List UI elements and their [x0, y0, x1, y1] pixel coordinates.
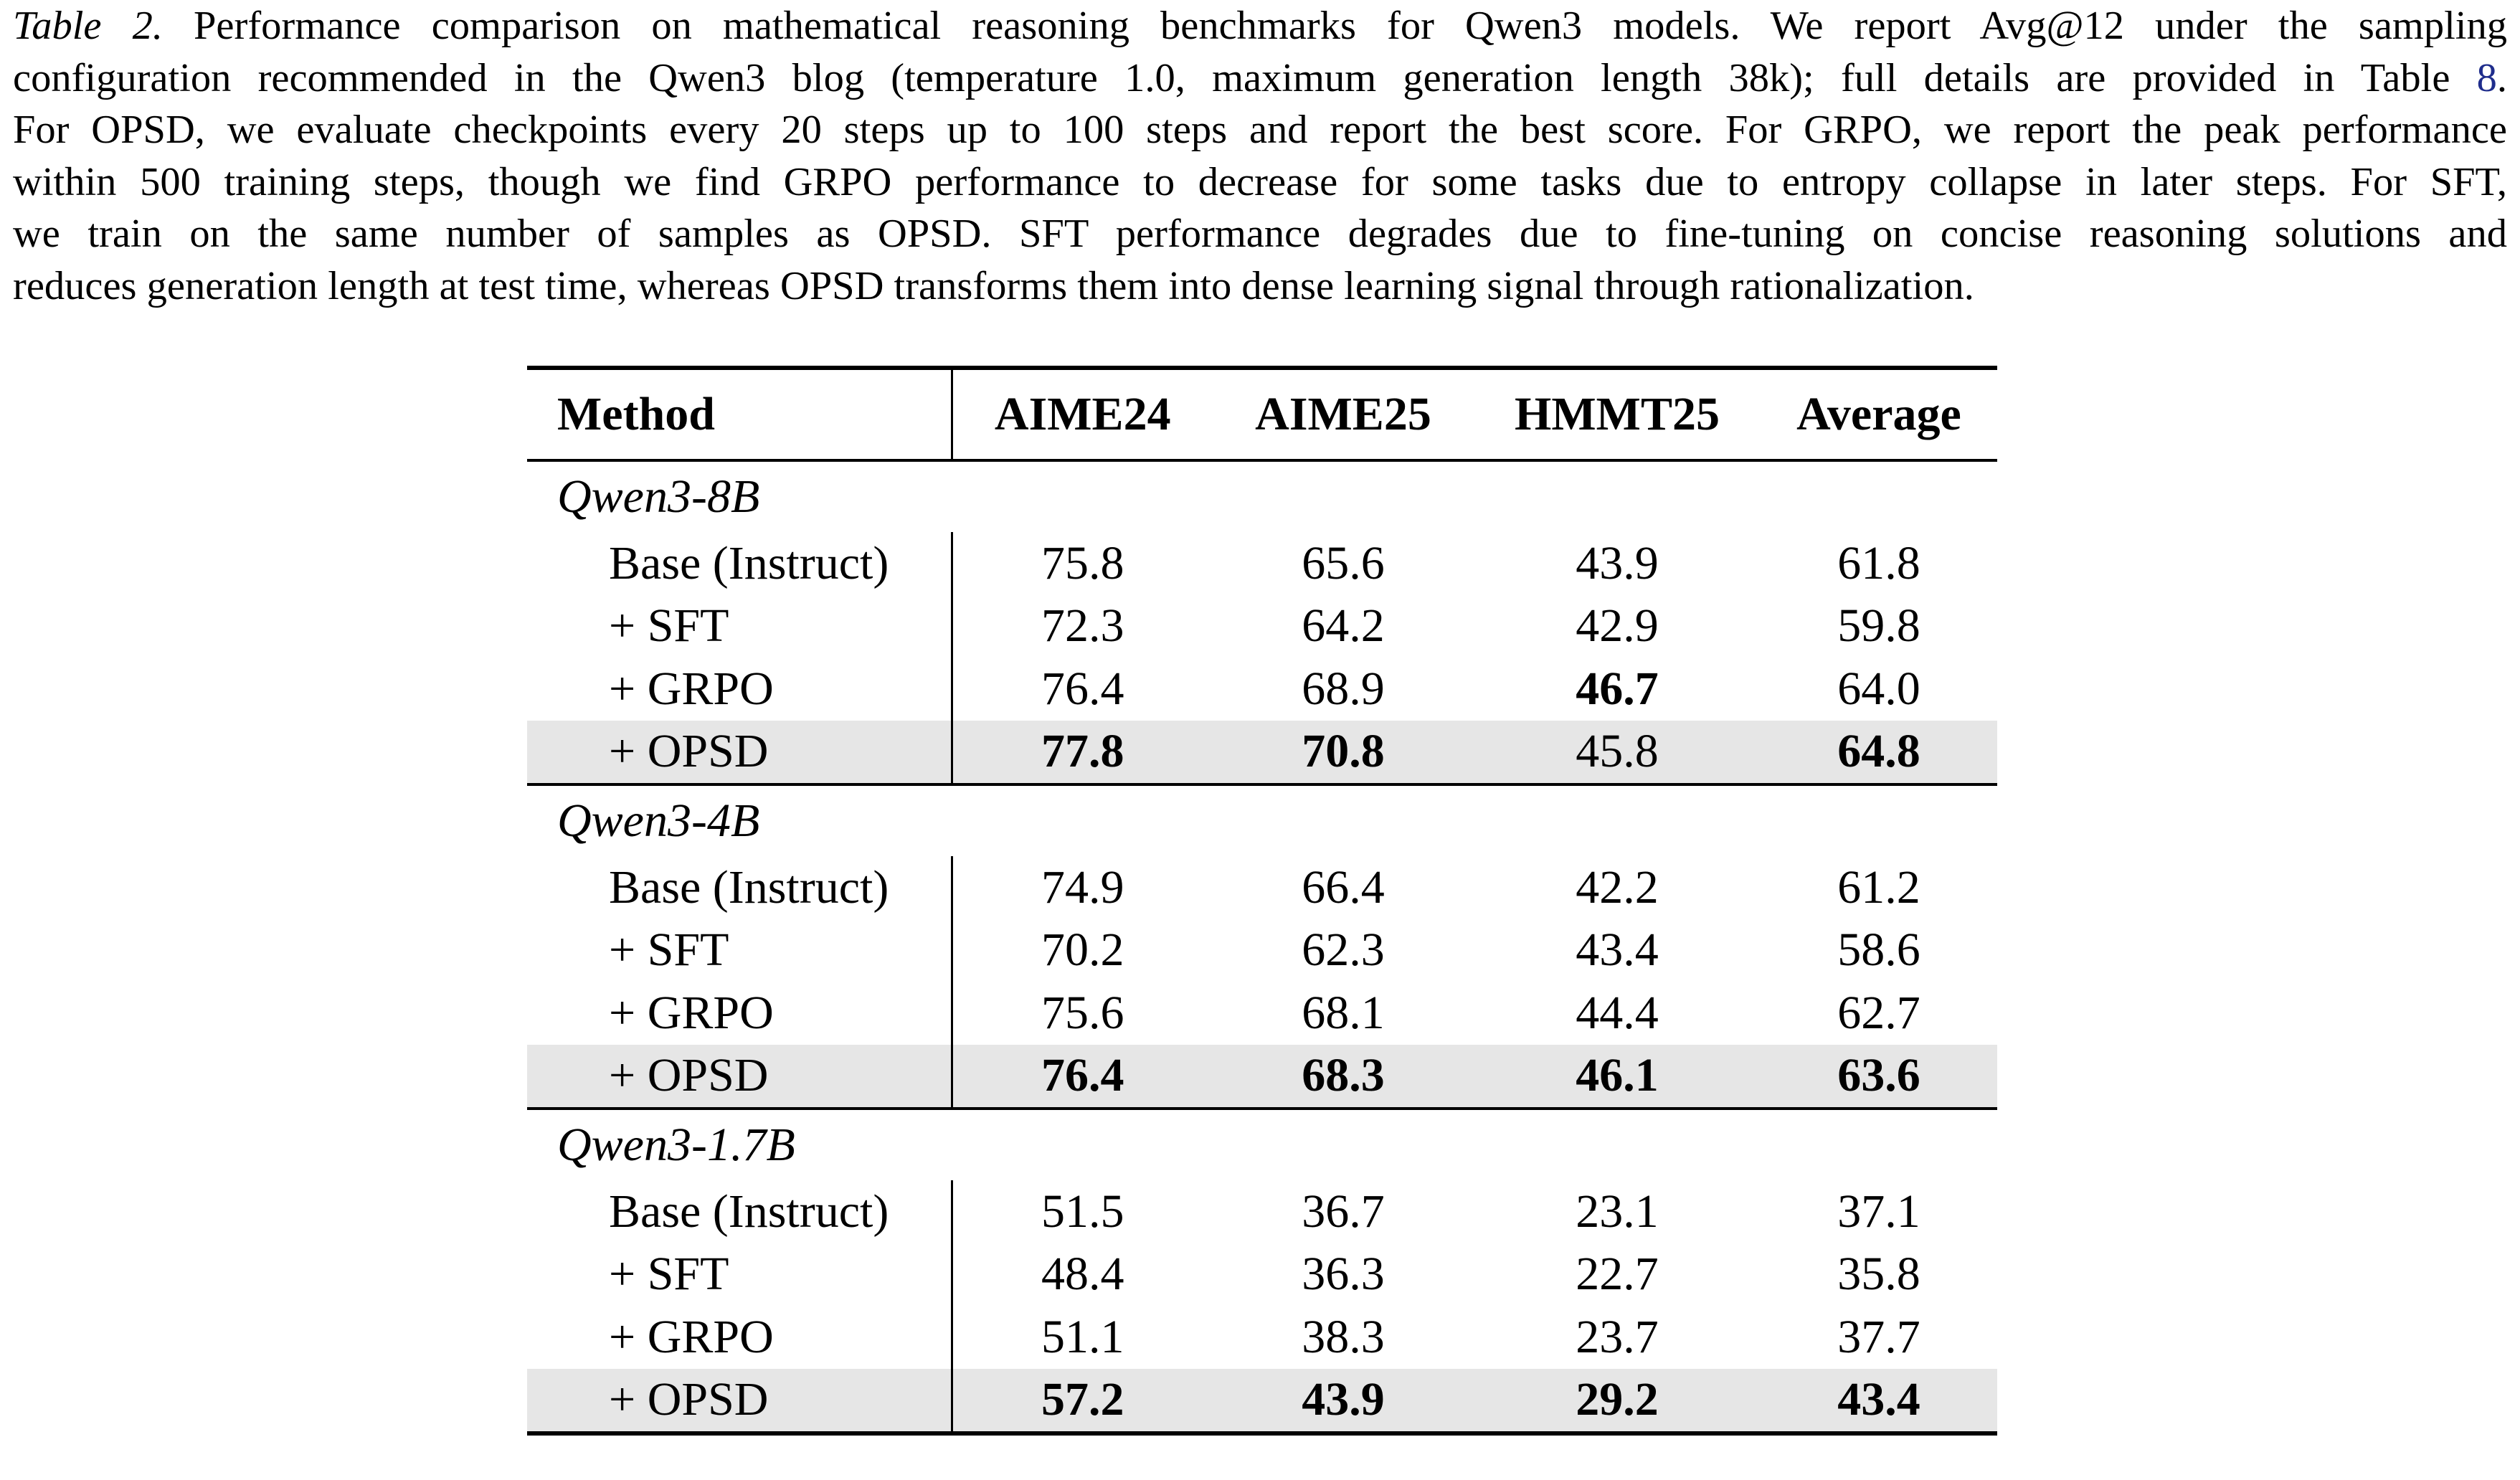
group-header-row	[527, 784, 1997, 856]
score-cell: 62.7	[1837, 986, 1920, 1039]
score-cell: 76.4	[952, 1045, 1213, 1109]
method-cell: + GRPO	[527, 1306, 952, 1369]
caption-line-5: we train on the same number of samples as OPSD. SFT performance degrades due to fine-tuning on concise reasoning solutions and	[13, 212, 2507, 256]
score-cell: 43.9	[1213, 1369, 1474, 1434]
table-row	[527, 721, 1997, 785]
header-hmmt25: HMMT25	[1474, 368, 1761, 460]
table-row	[527, 856, 1997, 919]
group-header-row	[527, 1109, 1997, 1180]
score-cell: 36.3	[1302, 1248, 1385, 1301]
score-cell: 64.0	[1837, 662, 1920, 715]
method-cell: Base (Instruct)	[527, 1180, 952, 1243]
caption-line-1: Table 2. Performance comparison on mathematical reasoning benchmarks for Qwen3 models. We report Avg@12 under the sampling	[13, 4, 2507, 48]
score-cell: 48.4	[1041, 1248, 1124, 1301]
score-cell: 65.6	[1302, 536, 1385, 589]
score-cell: 64.2	[1302, 599, 1385, 653]
table-caption	[13, 0, 2507, 312]
score-cell: 64.8	[1761, 721, 1997, 785]
table-row	[527, 1180, 1997, 1243]
table-row	[527, 532, 1997, 595]
score-cell: 75.6	[1041, 986, 1124, 1039]
score-cell: 23.7	[1576, 1310, 1659, 1363]
score-cell: 36.7	[1302, 1185, 1385, 1238]
results-table-container	[527, 366, 1997, 1436]
score-cell: 63.6	[1761, 1045, 1997, 1109]
method-cell: + OPSD	[527, 1369, 952, 1434]
caption-line-3: For OPSD, we evaluate checkpoints every 20 steps up to 100 steps and report the best score. For GRPO, we report the peak performance	[13, 108, 2507, 152]
score-cell: 35.8	[1837, 1248, 1920, 1301]
score-cell: 42.9	[1576, 599, 1659, 653]
table-header-row	[527, 368, 1997, 460]
table-row	[527, 919, 1997, 982]
score-cell: 22.7	[1576, 1248, 1659, 1301]
score-cell: 51.5	[1041, 1185, 1124, 1238]
score-cell: 37.7	[1837, 1310, 1920, 1363]
score-cell: 43.4	[1761, 1369, 1997, 1434]
score-cell: 37.1	[1837, 1185, 1920, 1238]
method-cell: + OPSD	[527, 721, 952, 785]
score-cell: 66.4	[1302, 860, 1385, 914]
caption-label: Table 2.	[13, 4, 163, 48]
score-cell: 58.6	[1837, 924, 1920, 977]
score-cell: 68.1	[1302, 986, 1385, 1039]
score-cell: 23.1	[1576, 1185, 1659, 1238]
header-aime24: AIME24	[952, 368, 1213, 460]
header-average: Average	[1761, 368, 1997, 460]
score-cell: 70.8	[1213, 721, 1474, 785]
table-row	[527, 595, 1997, 658]
score-cell: 57.2	[952, 1369, 1213, 1434]
score-cell: 68.9	[1302, 662, 1385, 715]
method-cell: + SFT	[527, 919, 952, 982]
score-cell: 59.8	[1837, 599, 1920, 653]
model-group-label: Qwen3-8B	[557, 470, 760, 523]
score-cell: 46.7	[1576, 662, 1659, 715]
model-group-label: Qwen3-4B	[557, 794, 760, 847]
caption-line-6: reduces generation length at test time, whereas OPSD transforms them into dense learning signal through rationalization.	[13, 263, 1974, 308]
table-row	[527, 1306, 1997, 1369]
table-body	[527, 460, 1997, 1433]
score-cell: 38.3	[1302, 1310, 1385, 1363]
score-cell: 45.8	[1474, 721, 1761, 785]
score-cell: 75.8	[1041, 536, 1124, 589]
score-cell: 77.8	[952, 721, 1213, 785]
score-cell: 76.4	[1041, 662, 1124, 715]
results-table	[527, 366, 1997, 1436]
caption-line-2: configuration recommended in the Qwen3 blog (temperature 1.0, maximum generation length 38k); full details are provided in Table 8.	[13, 55, 2507, 100]
method-cell: + OPSD	[527, 1045, 952, 1109]
score-cell: 62.3	[1302, 924, 1385, 977]
score-cell: 44.4	[1576, 986, 1659, 1039]
method-cell: Base (Instruct)	[527, 856, 952, 919]
table-row	[527, 658, 1997, 721]
score-cell: 51.1	[1041, 1310, 1124, 1363]
score-cell: 68.3	[1213, 1045, 1474, 1109]
method-cell: + SFT	[527, 595, 952, 658]
table-row	[527, 1369, 1997, 1434]
method-cell: + GRPO	[527, 982, 952, 1045]
score-cell: 42.2	[1576, 860, 1659, 914]
model-group-label: Qwen3-1.7B	[557, 1119, 795, 1171]
score-cell: 46.1	[1474, 1045, 1761, 1109]
group-header-row	[527, 460, 1997, 532]
table-row	[527, 1243, 1997, 1306]
score-cell: 61.8	[1837, 536, 1920, 589]
score-cell: 43.9	[1576, 536, 1659, 589]
score-cell: 74.9	[1041, 860, 1124, 914]
table-row	[527, 1045, 1997, 1109]
caption-line-4: within 500 training steps, though we find GRPO performance to decrease for some tasks due to entropy collapse in later steps. For SFT,	[13, 159, 2507, 204]
method-cell: + GRPO	[527, 658, 952, 721]
score-cell: 70.2	[1041, 924, 1124, 977]
score-cell: 72.3	[1041, 599, 1124, 653]
header-method: Method	[527, 368, 952, 460]
score-cell: 29.2	[1474, 1369, 1761, 1434]
score-cell: 43.4	[1576, 924, 1659, 977]
header-aime25: AIME25	[1213, 368, 1474, 460]
table-reference-link[interactable]: 8	[2476, 55, 2497, 100]
method-cell: + SFT	[527, 1243, 952, 1306]
method-cell: Base (Instruct)	[527, 532, 952, 595]
score-cell: 61.2	[1837, 860, 1920, 914]
table-row	[527, 982, 1997, 1045]
